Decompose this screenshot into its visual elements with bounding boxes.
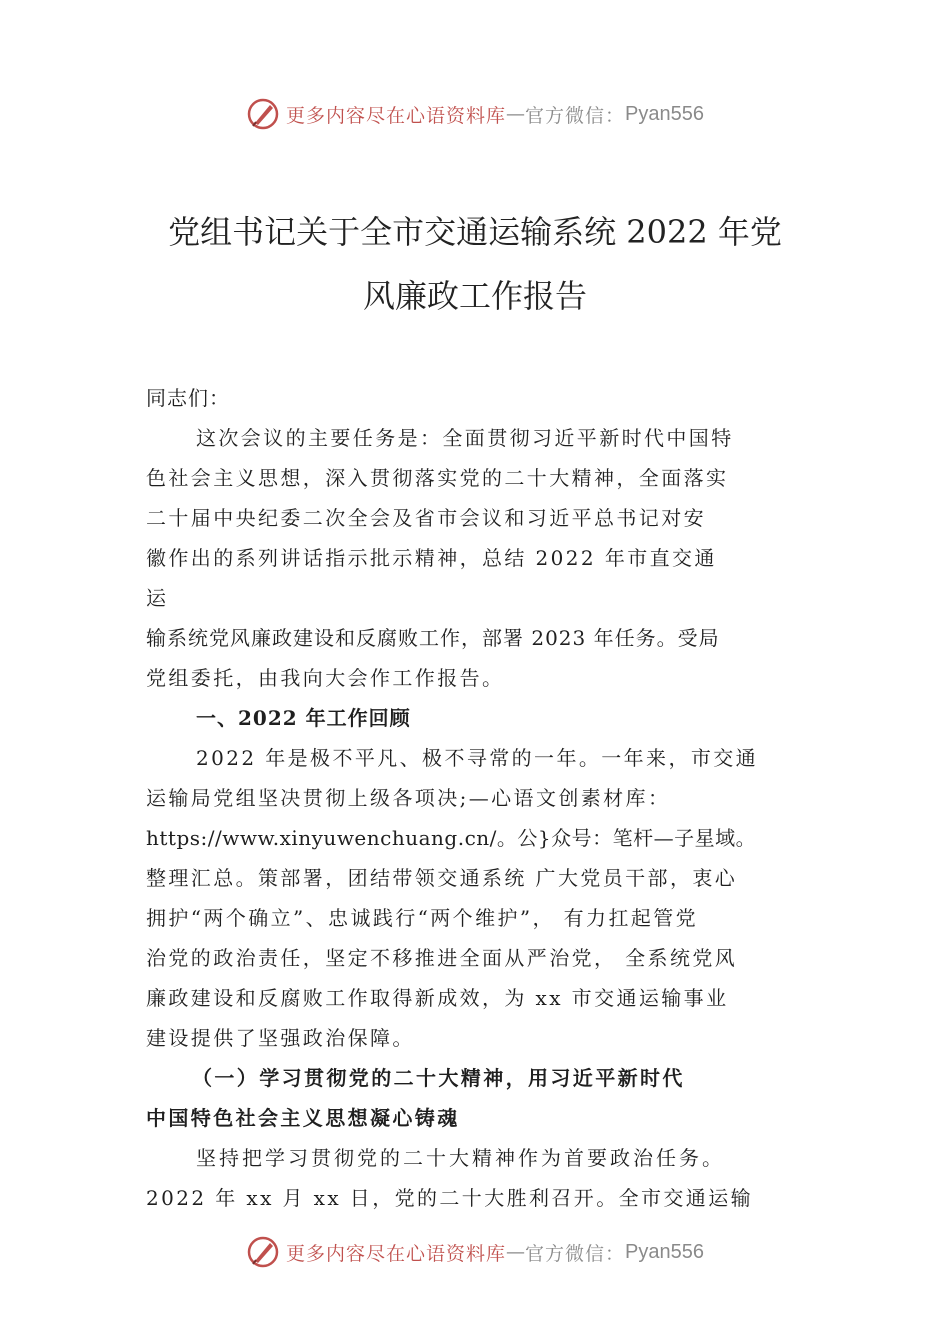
body-line: 输系统党风廉政建设和反腐败工作，部署 2023 年任务。受局 xyxy=(146,626,720,650)
body-line: 廉政建设和反腐败工作取得新成效，为 xx 市交通运输事业 xyxy=(146,986,729,1010)
body-line: 运输局党组坚决贯彻上级各项决;—心语文创素材库： xyxy=(146,786,671,810)
header-watermark-banner xyxy=(0,94,950,134)
body-line: 二十届中央纪委二次全会及省市会议和习近平总书记对安 xyxy=(146,506,706,530)
banner-brand-text: 更多内容尽在心语资料库 xyxy=(286,104,507,127)
body-line: 建设提供了坚强政治保障。 xyxy=(146,1026,415,1050)
quill-seal-icon xyxy=(246,97,280,131)
banner-contact-label: 官方微信： xyxy=(525,104,626,127)
body-line: 运 xyxy=(146,586,169,610)
section-heading: 一、2022 年工作回顾 xyxy=(196,706,411,730)
body-line: 2022 年 xx 月 xx 日，党的二十大胜利召开。全市交通运输 xyxy=(146,1186,754,1210)
body-line: 坚持把学习贯彻党的二十大精神作为首要政治任务。 xyxy=(196,1146,725,1170)
subsection-heading: （一）学习贯彻党的二十大精神，用习近平新时代 xyxy=(192,1066,685,1090)
title-line-1: 党组书记关于全市交通运输系统 2022 年党 xyxy=(168,213,782,251)
document-title xyxy=(120,200,830,328)
footer-watermark-banner xyxy=(0,1232,950,1272)
body-line: 徽作出的系列讲话指示批示精神，总结 2022 年市直交通 xyxy=(146,546,717,570)
body-line: 整理汇总。策部署，团结带领交通系统 广大党员干部，衷心 xyxy=(146,866,738,890)
banner-wechat-id: Pyan556 xyxy=(625,1240,704,1263)
subsection-heading-cont: 中国特色社会主义思想凝心铸魂 xyxy=(146,1106,460,1130)
salutation: 同志们： xyxy=(146,386,230,410)
body-line: 党组委托，由我向大会作工作报告。 xyxy=(146,666,505,690)
banner-wechat-id: Pyan556 xyxy=(625,102,704,125)
title-line-2: 风廉政工作报告 xyxy=(362,277,587,315)
body-line-url: https://www.xinyuwenchuang.cn/。公}众号：笔杆—子星域。 xyxy=(146,826,757,850)
body-line: 色社会主义思想，深入贯彻落实党的二十大精神，全面落实 xyxy=(146,466,729,490)
quill-seal-icon xyxy=(246,1235,280,1269)
body-line: 拥护“两个确立”、忠诚践行“两个维护”， 有力扛起管党 xyxy=(146,906,699,930)
banner-contact-label: 官方微信： xyxy=(525,1242,626,1265)
banner-brand-text: 更多内容尽在心语资料库 xyxy=(286,1242,507,1265)
banner-separator: — xyxy=(506,1241,526,1263)
banner-separator: — xyxy=(506,103,526,125)
document-body xyxy=(146,378,846,1218)
body-line: 2022 年是极不平凡、极不寻常的一年。一年来，市交通 xyxy=(196,746,759,770)
body-line: 治党的政治责任，坚定不移推进全面从严治党， 全系统党风 xyxy=(146,946,738,970)
body-line: 这次会议的主要任务是：全面贯彻习近平新时代中国特 xyxy=(196,426,734,450)
